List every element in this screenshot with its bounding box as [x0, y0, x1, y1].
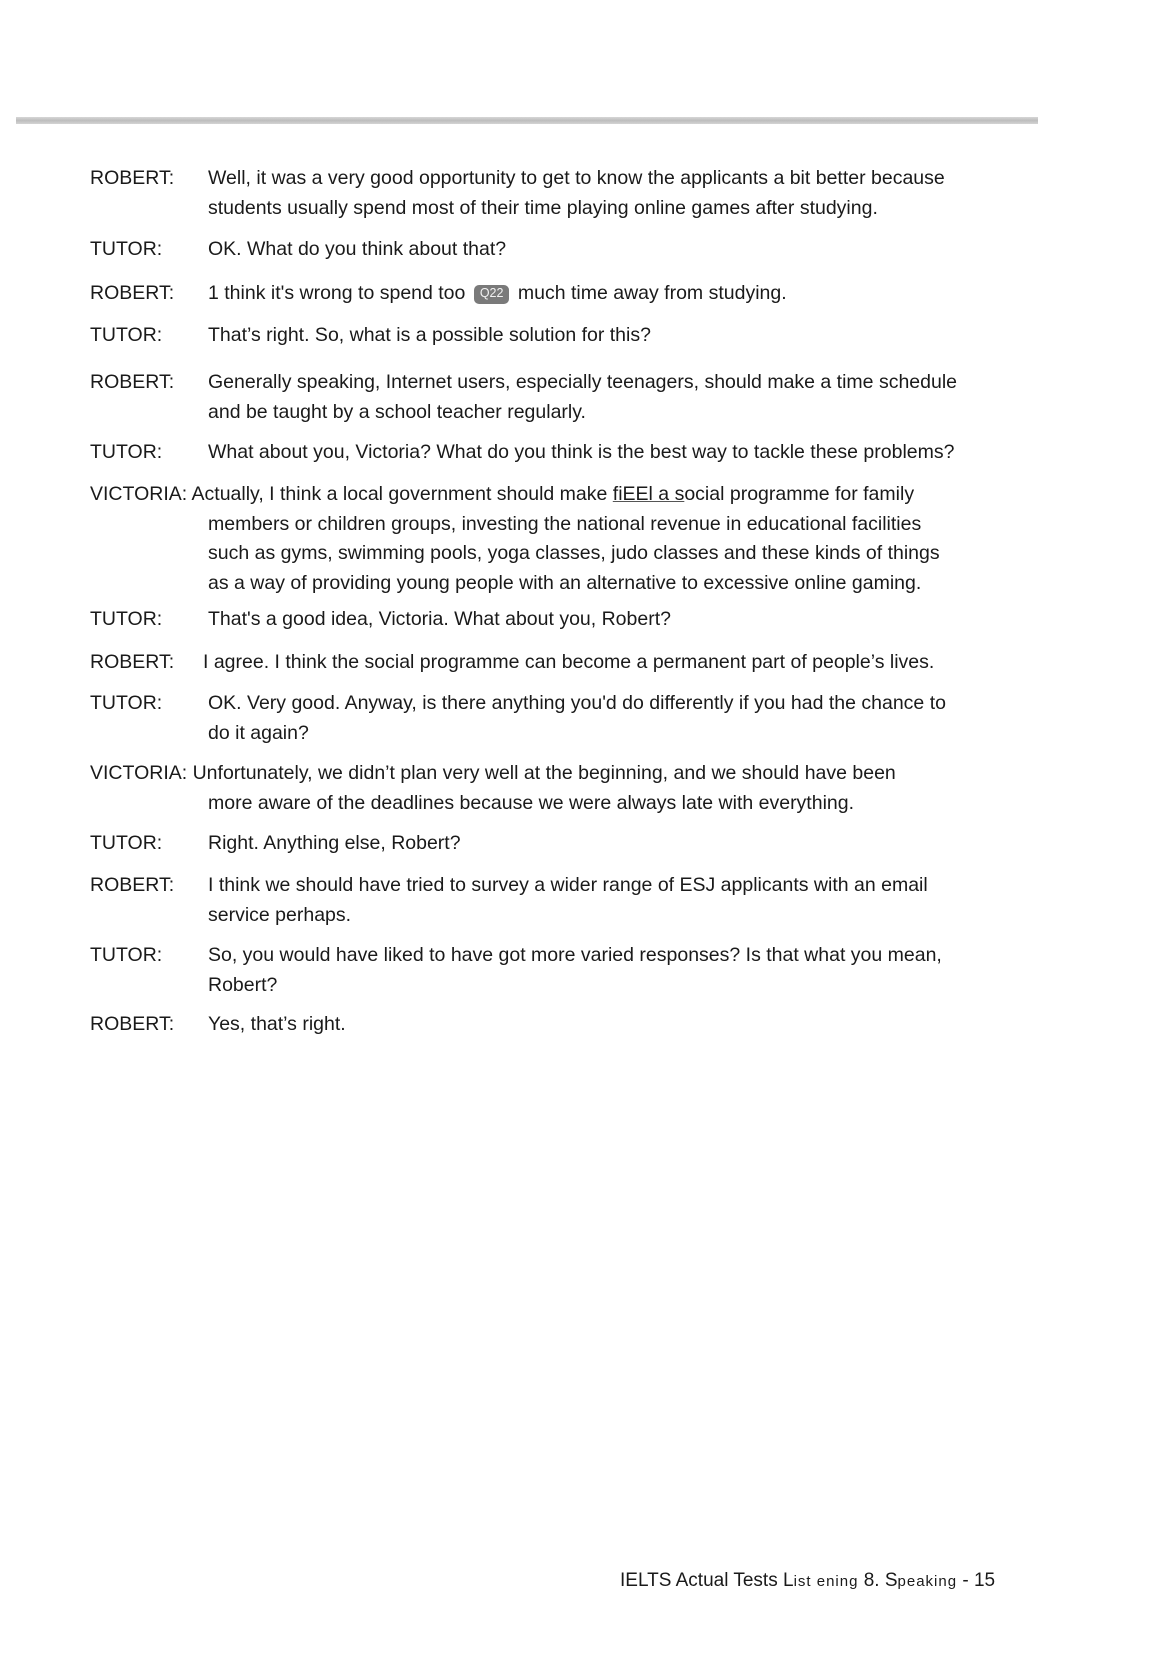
speech-text: Well, it was a very good opportunity to get to know the applicants a bit better because students usually spend most of their time playing online games after studying.: [208, 167, 945, 219]
speech-text: [90, 759, 1050, 818]
footer-book-title: IELTS Actual Tests: [620, 1570, 783, 1591]
transcript-line: [90, 871, 1050, 930]
transcript-line: [90, 648, 1050, 678]
speaker-label: TUTOR:: [90, 238, 163, 260]
transcript-line: [90, 164, 1050, 223]
speaker-label: VICTORIA:: [90, 483, 188, 505]
speech-text: [208, 279, 1050, 309]
speech-text: So, you would have liked to have got more varied responses? Is that what you mean, Robert?: [208, 944, 942, 996]
speech-text: OK. Very good. Anyway, is there anything you'd do differently if you had the chance to do it again?: [208, 692, 946, 744]
transcript-line: [90, 1010, 1050, 1040]
transcript-line: [90, 438, 1050, 468]
transcript-line: [90, 480, 1050, 598]
transcript-line: [90, 321, 1050, 351]
speaker-label: TUTOR:: [90, 324, 163, 346]
footer-part-initial: S: [884, 1570, 898, 1591]
speech-text-before: 1 think it's wrong to spend too: [208, 282, 466, 304]
speech-text: Yes, that’s right.: [208, 1013, 346, 1035]
speaker-label: ROBERT:: [90, 874, 175, 896]
underlined-word: fiEEl a s: [612, 483, 685, 505]
speaker-label: TUTOR:: [90, 608, 163, 630]
transcript-line: [90, 279, 1050, 309]
transcript-line: [90, 368, 1050, 427]
top-rule: [16, 117, 1038, 124]
speaker-label: ROBERT:: [90, 1013, 175, 1035]
speaker-label: TUTOR:: [90, 441, 163, 463]
speech-text: That's a good idea, Victoria. What about you, Robert?: [208, 608, 671, 630]
footer-page-number: - 15: [957, 1570, 996, 1591]
speaker-label: TUTOR:: [90, 832, 163, 854]
speaker-label: ROBERT:: [90, 371, 175, 393]
speaker-label: VICTORIA:: [90, 762, 188, 784]
speaker-label: TUTOR:: [90, 944, 163, 966]
footer-test-number: 8.: [858, 1570, 885, 1591]
speech-continuation: more aware of the deadlines because we were always late with everything.: [208, 791, 855, 814]
speech-text: I agree. I think the social programme can become a permanent part of people’s lives.: [203, 651, 935, 673]
speech-text: [90, 480, 1050, 598]
transcript-line: [90, 829, 1050, 859]
speaker-label: ROBERT:: [90, 651, 175, 673]
speaker-label: ROBERT:: [90, 282, 175, 304]
speaker-label: TUTOR:: [90, 692, 163, 714]
speech-text-after: much time away from studying.: [517, 282, 787, 304]
speech-text: What about you, Victoria? What do you think is the best way to tackle these problems?: [208, 441, 955, 463]
transcript-line: [90, 759, 1050, 818]
transcript-line: [90, 689, 1050, 748]
speech-first: Unfortunately, we didn’t plan very well at the beginning, and we should have been: [192, 762, 896, 784]
transcript-line: [90, 235, 1050, 265]
speech-text: I think we should have tried to survey a wider range of ESJ applicants with an email service perhaps.: [208, 874, 928, 926]
speech-text: Generally speaking, Internet users, especially teenagers, should make a time schedule and be taught by a school teacher regularly.: [208, 371, 957, 423]
speech-text: That’s right. So, what is a possible solution for this?: [208, 324, 651, 346]
footer-section-name: ist ening: [793, 1573, 859, 1590]
footer-part-name: peaking: [897, 1573, 958, 1590]
speaker-label: ROBERT:: [90, 167, 175, 189]
question-tag: Q22: [474, 285, 510, 304]
speech-text: Right. Anything else, Robert?: [208, 832, 461, 854]
footer-section-initial: L: [782, 1570, 794, 1591]
transcript-line: [90, 941, 1050, 1000]
page-footer: [620, 1570, 995, 1592]
speech-first-before: Actually, I think a local government should make: [191, 483, 608, 505]
speech-continuation: members or children groups, investing the national revenue in educational facilities such as gyms, swimming pools, yoga classes, judo classes and these kinds of things as a way of providing young people with an alternative to excessive online gaming.: [208, 512, 940, 594]
speech-text: OK. What do you think about that?: [208, 238, 507, 260]
transcript-line: [90, 605, 1050, 635]
speech-first-after: ocial programme for family: [684, 483, 915, 505]
